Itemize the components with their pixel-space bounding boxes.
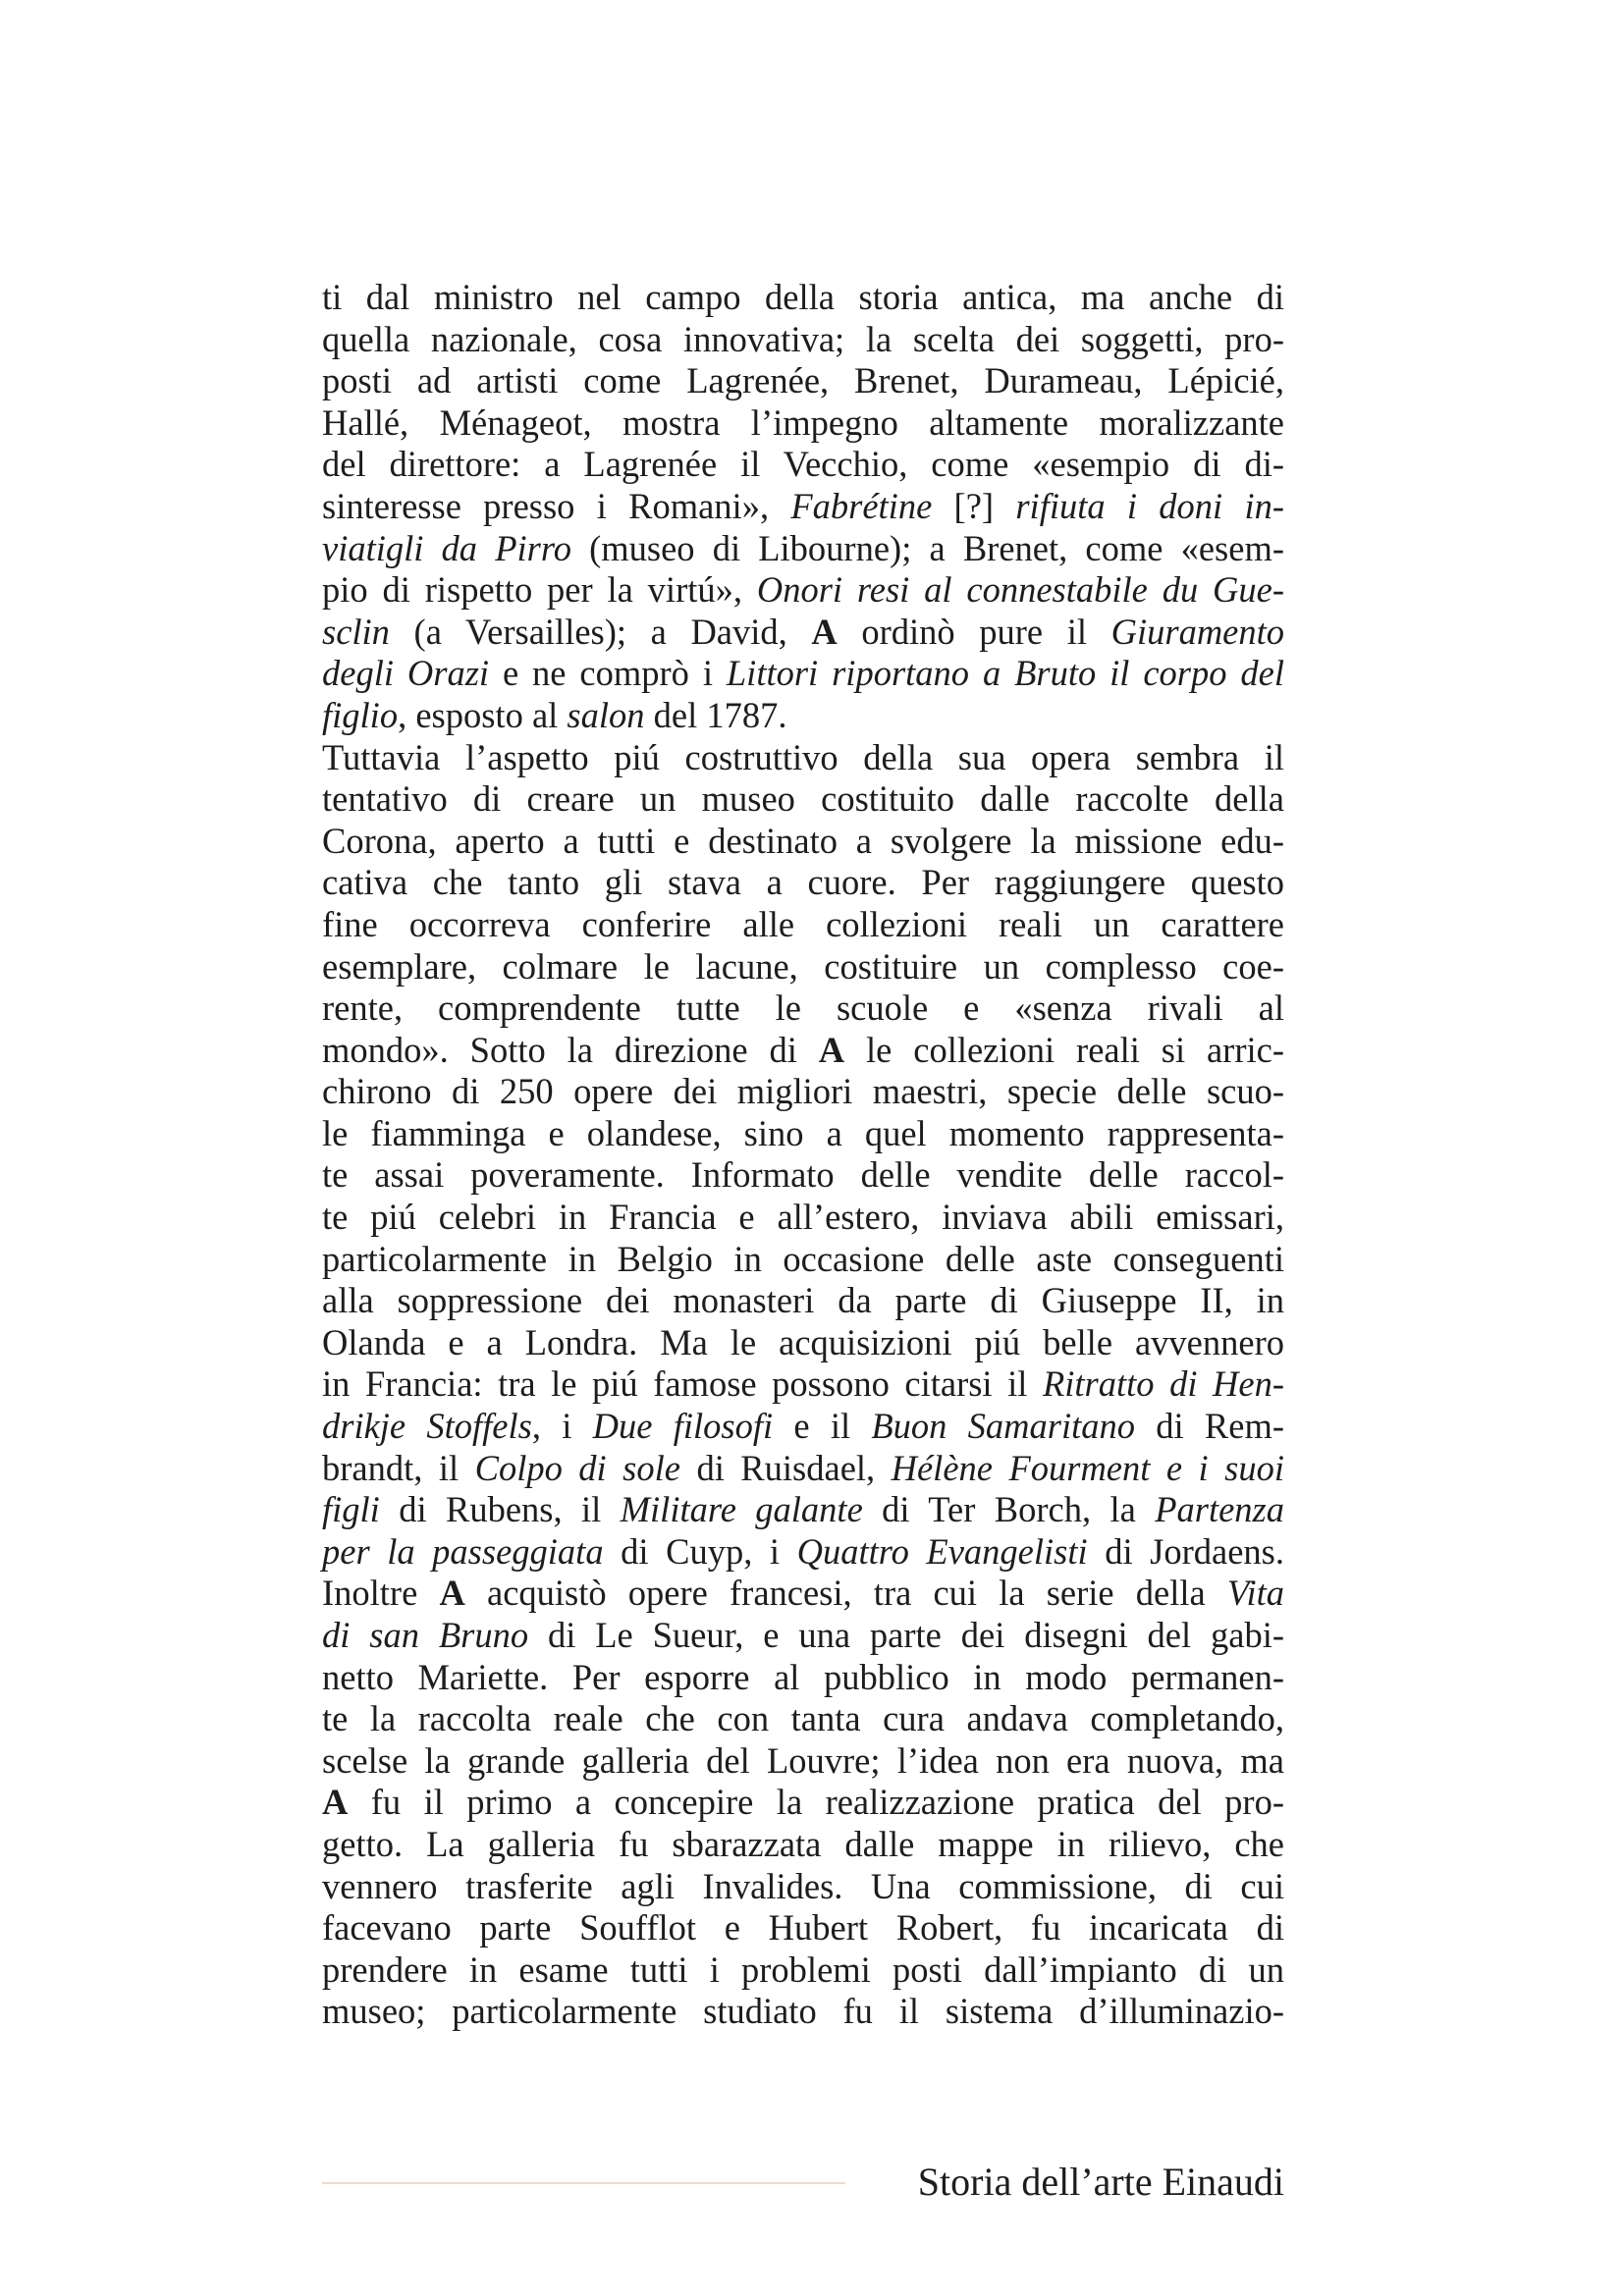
text-span: particolarmente in Belgio in occasione delle aste conseguenti [322, 1238, 1284, 1279]
text-line [322, 1698, 1284, 1740]
text-line [322, 1322, 1284, 1364]
text-line [322, 904, 1284, 946]
text-span: Corona, aperto a tutti e destinato a svolgere la missione edu- [322, 820, 1284, 861]
text-line [322, 360, 1284, 402]
text-span: mondo». Sotto la direzione di [322, 1029, 819, 1070]
footer-rule [322, 2182, 845, 2184]
italic-title: Ritratto di Hen- [1042, 1363, 1284, 1405]
text-span: , esposto al [398, 694, 568, 735]
text-span: del direttore: a Lagrenée il Vecchio, come «esempio di di- [322, 444, 1284, 485]
text-span: netto Mariette. Per esporre al pubblico in modo permanen- [322, 1656, 1284, 1697]
text-span: (a Versailles); a David, [389, 611, 812, 652]
text-line [322, 1991, 1284, 2033]
text-span: posti ad artisti come Lagrenée, Brenet, Durameau, Lépicié, [322, 360, 1284, 401]
text-span: di Le Sueur, e una parte dei disegni del gabi- [528, 1615, 1284, 1655]
text-span: di Ruisdael, [679, 1447, 892, 1488]
bold-abbrev: A [439, 1573, 465, 1614]
bold-abbrev: A [811, 611, 838, 652]
text-span: di Rubens, il [379, 1489, 621, 1530]
text-line [322, 1197, 1284, 1239]
text-span: , i [531, 1406, 593, 1447]
text-line [322, 737, 1284, 779]
italic-title: di san Bruno [322, 1615, 529, 1655]
text-span: cativa che tanto gli stava a cuore. Per raggiungere questo [322, 862, 1284, 903]
text-span: acquistò opere francesi, tra cui la serie della [464, 1573, 1227, 1614]
text-line [322, 1071, 1284, 1113]
italic-title: sclin [322, 611, 390, 652]
italic-title: salon [567, 694, 645, 735]
text-line [322, 277, 1284, 319]
text-line [322, 862, 1284, 904]
text-line [322, 1740, 1284, 1783]
text-line [322, 778, 1284, 821]
bold-abbrev: A [322, 1782, 349, 1823]
text-span: esemplare, colmare le lacune, costituire un complesso coe- [322, 945, 1284, 987]
italic-title: per la passeggiata [322, 1530, 604, 1572]
text-span: di Rem- [1135, 1406, 1285, 1447]
text-span: Olanda e a Londra. Ma le acquisizioni piú belle avvennero [322, 1321, 1284, 1362]
italic-title: Onori resi al connestabile du Gue- [756, 569, 1284, 611]
italic-title: figlio [322, 694, 399, 735]
text-line [322, 1030, 1284, 1072]
text-line [322, 821, 1284, 863]
text-line [322, 1866, 1284, 1908]
text-span: facevano parte Soufflot e Hubert Robert, fu incaricata di [322, 1907, 1284, 1949]
text-line [322, 1949, 1284, 1992]
text-span: tentativo di creare un museo costituito dalle raccolte della [322, 778, 1284, 820]
text-span: vennero trasferite agli Invalides. Una commissione, di cui [322, 1865, 1284, 1906]
text-line [322, 1573, 1284, 1615]
text-line [322, 1113, 1284, 1155]
text-span: Inoltre [322, 1573, 440, 1614]
italic-title: figli [322, 1489, 380, 1530]
italic-title: Partenza [1155, 1489, 1284, 1530]
bold-abbrev: A [818, 1029, 845, 1070]
text-line [322, 402, 1284, 445]
text-line [322, 988, 1284, 1030]
text-span: rente, comprendente tutte le scuole e «senza rivali al [322, 988, 1284, 1029]
body-text [322, 277, 1284, 2033]
text-span: (museo di Libourne); a Brenet, come «esem- [570, 527, 1284, 568]
text-line [322, 1615, 1284, 1657]
text-span: te piú celebri in Francia e all’estero, inviava abili emissari, [322, 1197, 1284, 1238]
text-span: Hallé, Ménageot, mostra l’impegno altamente moralizzante [322, 401, 1284, 443]
text-span: e il [773, 1406, 872, 1447]
text-span: pio di rispetto per la virtú», [322, 569, 757, 611]
text-line [322, 569, 1284, 612]
text-line [322, 528, 1284, 570]
text-span: le fiamminga e olandese, sino a quel momento rappresenta- [322, 1112, 1284, 1153]
italic-title: Due filosofi [592, 1406, 774, 1447]
text-span: getto. La galleria fu sbarazzata dalle mappe in rilievo, che [322, 1823, 1284, 1864]
italic-title: Giuramento [1110, 611, 1285, 652]
text-span: di Ter Borch, la [862, 1489, 1156, 1530]
text-span: prendere in esame tutti i problemi posti dall’impianto di un [322, 1949, 1284, 1990]
text-span: [?] [932, 485, 1016, 526]
text-line [322, 1363, 1284, 1406]
text-line [322, 1280, 1284, 1322]
text-span: di Cuyp, i [603, 1530, 797, 1572]
text-span: te assai poveramente. Informato delle vendite delle raccol- [322, 1154, 1284, 1196]
text-line [322, 1448, 1284, 1490]
text-line [322, 946, 1284, 988]
text-line [322, 319, 1284, 361]
footer-title: Storia dell’arte Einaudi [917, 2160, 1284, 2204]
text-line [322, 1657, 1284, 1699]
text-span: sinteresse presso i Romani», [322, 485, 791, 526]
italic-title: Colpo di sole [474, 1447, 680, 1488]
italic-title: degli Orazi [322, 653, 490, 694]
text-span: ordinò pure il [837, 611, 1111, 652]
text-line [322, 1406, 1284, 1448]
text-span: in Francia: tra le piú famose possono citarsi il [322, 1363, 1043, 1405]
italic-title: Fabrétine [790, 485, 933, 526]
text-span: alla soppressione dei monasteri da parte di Giuseppe II, in [322, 1280, 1284, 1321]
text-span: Tuttavia l’aspetto piú costruttivo della sua opera sembra il [322, 736, 1284, 777]
text-span: di Jordaens. [1087, 1530, 1285, 1572]
text-line [322, 1239, 1284, 1281]
italic-title: Vita [1226, 1573, 1285, 1614]
text-span: brandt, il [322, 1447, 475, 1488]
italic-title: Hélène Fourment e i suoi [891, 1447, 1284, 1488]
text-line [322, 1782, 1284, 1824]
text-line [322, 1531, 1284, 1574]
text-line [322, 444, 1284, 486]
text-line [322, 1907, 1284, 1949]
text-span: scelse la grande galleria del Louvre; l’idea non era nuova, ma [322, 1739, 1284, 1781]
text-span: fine occorreva conferire alle collezioni reali un carattere [322, 903, 1284, 944]
text-span: quella nazionale, cosa innovativa; la scelta dei soggetti, pro- [322, 318, 1284, 359]
text-span: del 1787. [644, 694, 787, 735]
text-span: le collezioni reali si arric- [844, 1029, 1284, 1070]
text-span: museo; particolarmente studiato fu il sistema d’illuminazio- [322, 1991, 1284, 2032]
text-span: e ne comprò i [489, 653, 727, 694]
text-line [322, 1489, 1284, 1531]
text-span: te la raccolta reale che con tanta cura andava completando, [322, 1698, 1284, 1739]
italic-title: viatigli da Pirro [322, 527, 571, 568]
text-span: ti dal ministro nel campo della storia antica, ma anche di [322, 277, 1284, 317]
text-line [322, 486, 1284, 528]
text-line [322, 612, 1284, 654]
text-line [322, 653, 1284, 695]
text-line [322, 695, 1284, 737]
italic-title: rifiuta i doni in- [1015, 485, 1284, 526]
text-span: chirono di 250 opere dei migliori maestri, specie delle scuo- [322, 1071, 1284, 1112]
italic-title: drikje Stoffels [322, 1406, 532, 1447]
italic-title: Quattro Evangelisti [796, 1530, 1088, 1572]
text-line [322, 1824, 1284, 1866]
text-line [322, 1154, 1284, 1197]
italic-title: Militare galante [620, 1489, 863, 1530]
italic-title: Buon Samaritano [871, 1406, 1136, 1447]
text-span: fu il primo a concepire la realizzazione pratica del pro- [348, 1782, 1284, 1823]
italic-title: Littori riportano a Bruto il corpo del [726, 653, 1284, 694]
